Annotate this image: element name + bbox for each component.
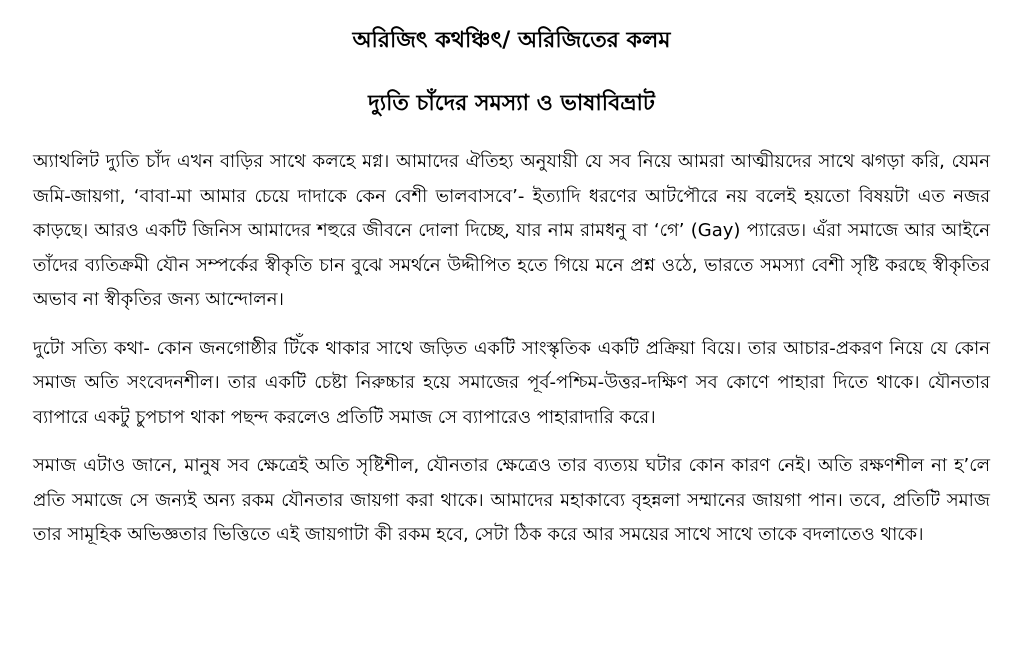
paragraph-1: অ্যাথলিট দ্যুতি চাঁদ এখন বাড়ির সাথে কলহে মগ্ন। আমাদের ঐতিহ্য অনুযায়ী যে সব নিয়ে আমরা আত্মীয়দের সাথে ঝগড়া করি, যেমন জমি-জায়গা, ‘বাবা-মা আমার চেয়ে দাদাকে কেন বেশী ভালবাসবে’- ইত্যাদি ধরণের আটপৌরে নয় বলেই হয়তো বিষয়টা এত নজর কাড়ছে। আরও একটি জিনিস আমাদের শহুরে জীবনে দোলা দিচ্ছে, যার নাম রামধনু বা ‘গে’ (Gay) প্যারেড। এঁরা সমাজে আর আইনে তাঁদের ব্যতিক্রমী যৌন সম্পর্কের স্বীকৃতি চান বুঝে সমর্থনে উদ্দীপিত হতে গিয়ে মনে প্রশ্ন ওঠে, ভারতে সমস্যা বেশী সৃষ্টি করছে স্বীকৃতির অভাব না স্বীকৃতির জন্য আন্দোলন। — [33, 151, 990, 310]
paragraph-2: দুটো সত্যি কথা- কোন জনগোষ্ঠীর টিঁকে থাকার সাথে জড়িত একটি সাংস্কৃতিক একটি প্রক্রিয়া বিয়ে। তার আচার-প্রকরণ নিয়ে যে কোন সমাজ অতি সংবেদনশীল। তার একটি চেষ্টা নিরুচ্চার হয়ে সমাজের পূর্ব-পশ্চিম-উত্তর-দক্ষিণ সব কোণে পাহারা দিতে থাকে। যৌনতার ব্যাপারে একটু চুপচাপ থাকা পছন্দ করলেও প্রতিটি সমাজ সে ব্যাপারেও পাহারাদারি করে। — [33, 337, 990, 428]
article-title: দ্যুতি চাঁদের সমস্যা ও ভাষাবিভ্রাট — [368, 91, 655, 116]
paragraph-3: সমাজ এটাও জানে, মানুষ সব ক্ষেত্রেই অতি সৃষ্টিশীল, যৌনতার ক্ষেত্রেও তার ব্যত্যয় ঘটার কোন কারণ নেই। অতি রক্ষণশীল না হ’লে প্রতি সমাজে সে জন্যই অন্য রকম যৌনতার জায়গা করা থাকে। আমাদের মহাকাব্যে বৃহন্নলা সম্মানের জায়গা পান। তবে, প্রতিটি সমাজ তার সামূহিক অভিজ্ঞতার ভিত্তিতে এই জায়গাটা কী রকম হবে, সেটা ঠিক করে আর সময়ের সাথে সাথে তাকে বদলাতেও থাকে। — [33, 455, 990, 545]
column-title: অরিজিৎ কথঞ্চিৎ/ অরিজিতের কলম — [352, 28, 671, 53]
